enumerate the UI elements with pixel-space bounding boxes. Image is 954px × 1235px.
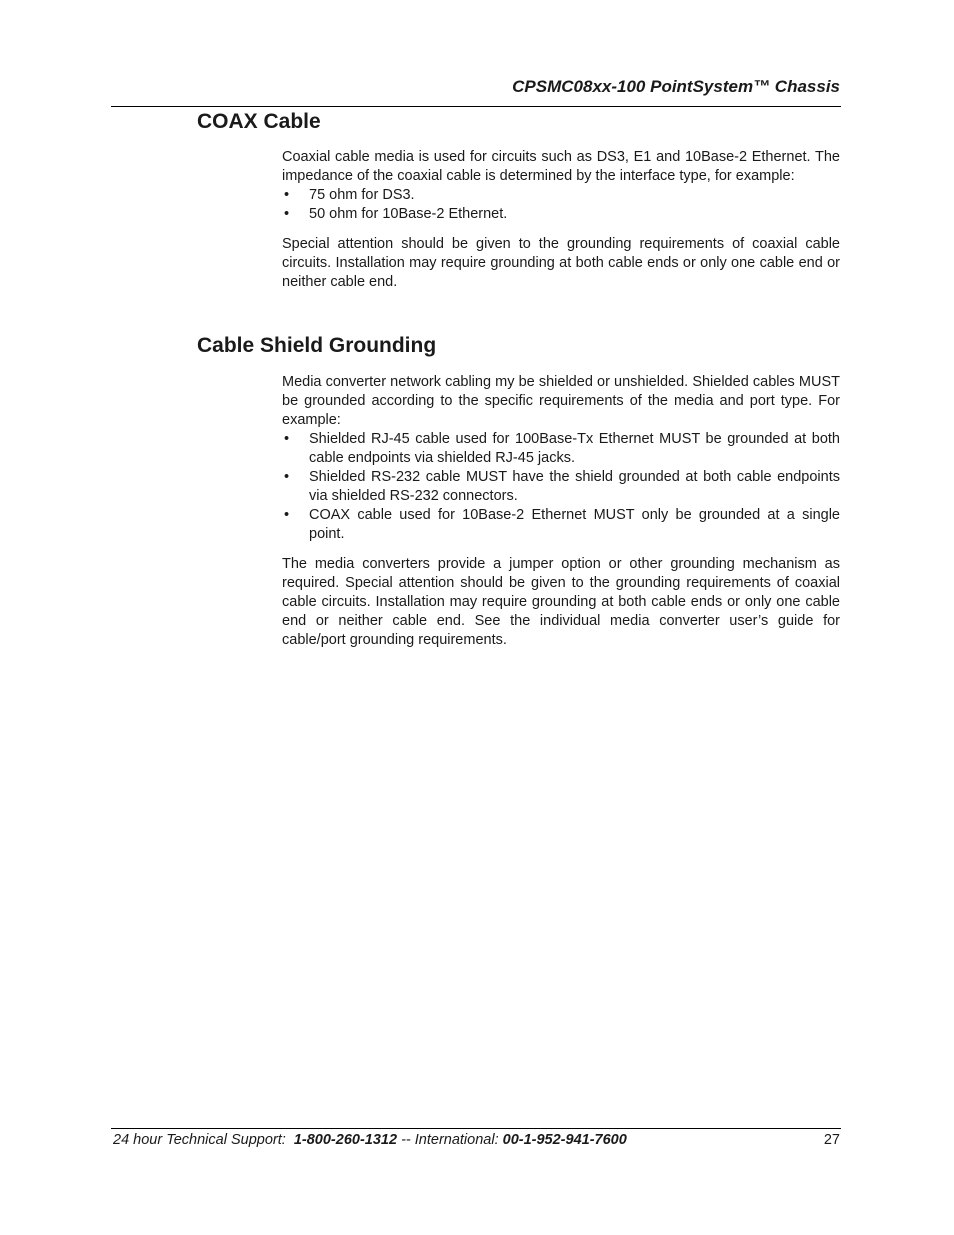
page-number: 27 (823, 1132, 840, 1148)
section-intro: Coaxial cable media is used for circuits such as DS3, E1 and 10Base-2 Ethernet. The impedance of the coaxial cable is determined by the interface type, for example: (282, 149, 840, 184)
section-closing: The media converters provide a jumper option or other grounding mechanism as required. Special attention should be given to the grounding requirements of coaxial cable circuits. Installation may require grounding at both cable ends or only one cable end or neither cable end. See the individual media converter user’s guide for cable/port grounding requirements. (282, 556, 840, 648)
section-intro: Media converter network cabling my be shielded or unshielded. Shielded cables MUST be grounded according to the specific requirements of the media and port type. For example: (282, 374, 840, 428)
list-item-text: COAX cable used for 10Base-2 Ethernet MUST only be grounded at a single point. (309, 507, 840, 542)
header-divider (111, 106, 841, 107)
list-item-text: Shielded RJ-45 cable used for 100Base-Tx Ethernet MUST be grounded at both cable endpoints via shielded RJ-45 jacks. (309, 431, 840, 466)
bullet-list (282, 430, 840, 544)
support-label: 24 hour Technical Support: (113, 1132, 286, 1148)
running-header-title: CPSMC08xx-100 PointSystem™ Chassis (512, 77, 840, 96)
section-heading-cable-shield-grounding: Cable Shield Grounding (197, 334, 437, 357)
list-item (282, 506, 840, 544)
list-item (282, 205, 840, 224)
bullet-marker: • (284, 206, 290, 222)
bullet-marker: • (284, 431, 290, 447)
list-item-text: 75 ohm for DS3. (309, 187, 415, 203)
bullet-marker: • (284, 469, 290, 485)
section-body-coax-cable (282, 148, 840, 292)
footer-support-line (113, 1132, 840, 1148)
list-item (282, 186, 840, 205)
bullet-marker: • (284, 187, 290, 203)
footer-divider (111, 1128, 841, 1129)
international-label: -- International: (401, 1132, 499, 1148)
list-item (282, 468, 840, 506)
bullet-list (282, 186, 840, 224)
bullet-marker: • (284, 507, 290, 523)
section-closing: Special attention should be given to the grounding requirements of coaxial cable circuits. Installation may require grounding at both cable ends or only one cable end or neither cable end. (282, 236, 840, 290)
international-phone: 00-1-952-941-7600 (502, 1132, 627, 1148)
list-item (282, 430, 840, 468)
section-heading-coax-cable: COAX Cable (197, 110, 321, 133)
support-phone: 1-800-260-1312 (293, 1132, 398, 1148)
list-item-text: Shielded RS-232 cable MUST have the shield grounded at both cable endpoints via shielded RS-232 connectors. (309, 469, 840, 504)
list-item-text: 50 ohm for 10Base-2 Ethernet. (309, 206, 508, 222)
section-body-cable-shield-grounding (282, 373, 840, 650)
